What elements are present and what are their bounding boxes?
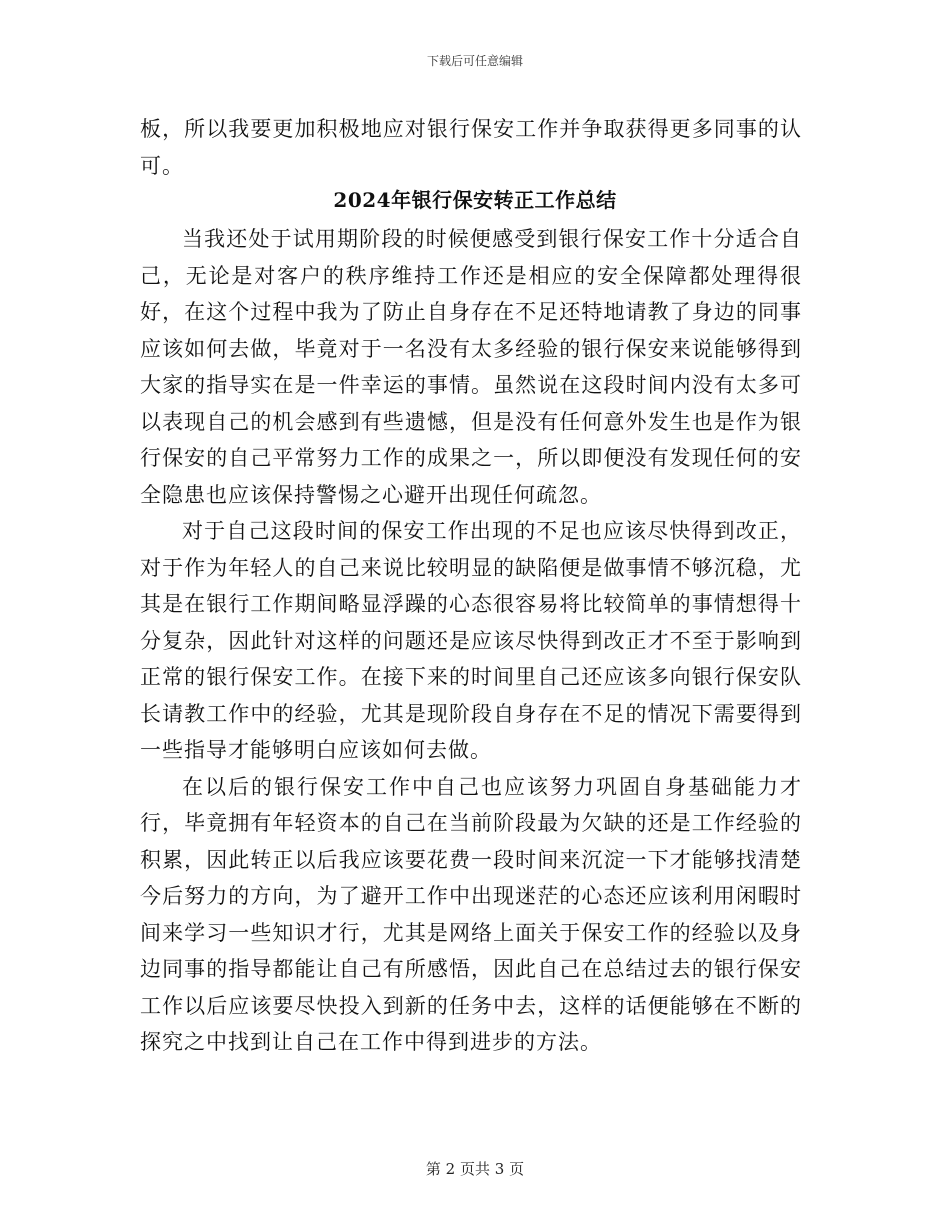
page-footer: 第 2 页共 3 页 (425, 1160, 525, 1178)
continuation-paragraph: 板，所以我要更加积极地应对银行保安工作并争取获得更多同事的认可。 (140, 117, 802, 178)
body-paragraph: 在以后的银行保安工作中自己也应该努力巩固自身基础能力才行，毕竟拥有年轻资本的自己在当前阶段最为欠缺的还是工作经验的积累，因此转正以后我应该要花费一段时间来沉淀一下才能够找清楚今后努力的方向，为了避开工作中出现迷茫的心态还应该利用闲暇时间来学习一些知识才行，尤其是网络上面关于保安工作的经验以及身边同事的指导都能让自己有所感悟，因此自己在总结过去的银行保安工作以后应该要尽快投入到新的任务中去，这样的话便能够在不断的探究之中找到让自己在工作中得到进步的方法。 (140, 774, 802, 1054)
document-body (140, 221, 802, 1061)
body-paragraph: 当我还处于试用期阶段的时候便感受到银行保安工作十分适合自己，无论是对客户的秩序维持工作还是相应的安全保障都处理得很好，在这个过程中我为了防止自身存在不足还特地请教了身边的同事应该如何去做，毕竟对于一名没有太多经验的银行保安来说能够得到大家的指导实在是一件幸运的事情。虽然说在这段时间内没有太多可以表现自己的机会感到有些遗憾，但是没有任何意外发生也是作为银行保安的自己平常努力工作的成果之一，所以即便没有发现任何的安全隐患也应该保持警惕之心避开出现任何疏忽。 (140, 227, 802, 507)
page-header: 下载后可任意编辑 (426, 54, 523, 68)
body-paragraph: 对于自己这段时间的保安工作出现的不足也应该尽快得到改正，对于作为年轻人的自己来说比较明显的缺陷便是做事情不够沉稳，尤其是在银行工作期间略显浮躁的心态很容易将比较简单的事情想得十分复杂，因此针对这样的问题还是应该尽快得到改正才不至于影响到正常的银行保安工作。在接下来的时间里自己还应该多向银行保安队长请教工作中的经验，尤其是现阶段自身存在不足的情况下需要得到一些指导才能够明白应该如何去做。 (140, 519, 802, 762)
document-title: 2024年银行保安转正工作总结 (333, 188, 617, 212)
